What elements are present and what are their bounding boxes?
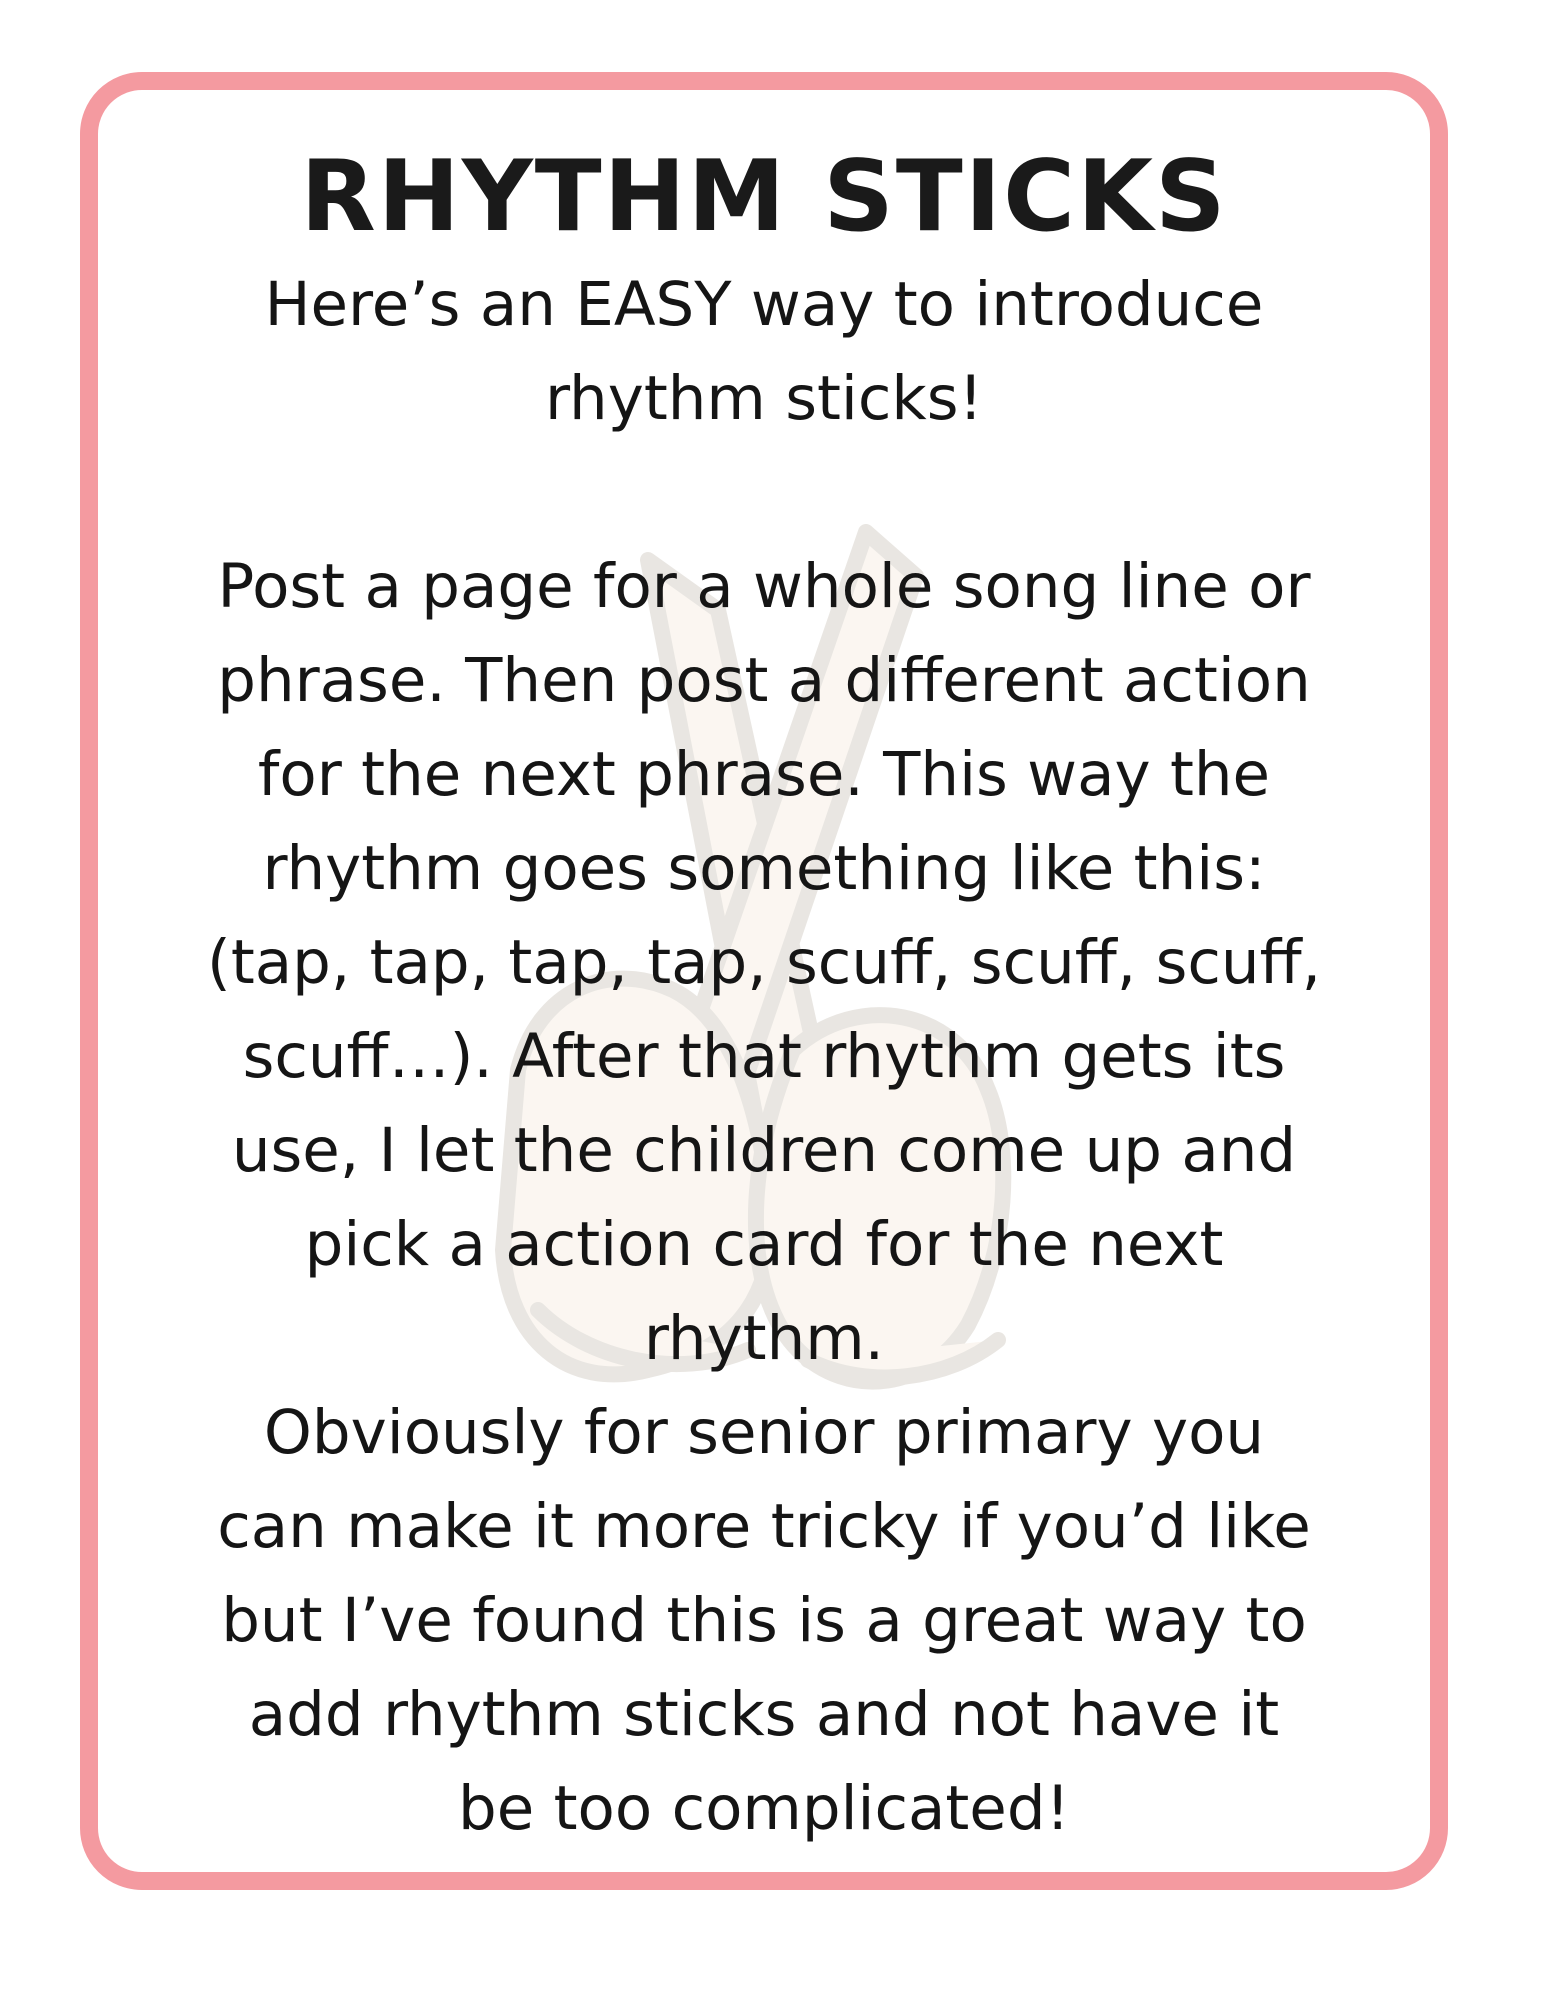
text-line: use, I let the children come up and <box>231 1115 1297 1186</box>
page-title: RHYTHM STICKS <box>300 140 1228 254</box>
text-line: (tap, tap, tap, tap, scuff, scuff, scuff, <box>207 927 1321 998</box>
text-line: add rhythm sticks and not have it <box>248 1679 1280 1750</box>
body-text <box>138 258 1390 1856</box>
text-line: rhythm. <box>643 1303 885 1374</box>
instructions-paragraph <box>138 540 1390 1386</box>
text-line: rhythm sticks! <box>545 363 983 434</box>
text-line: for the next phrase. This way the <box>257 739 1271 810</box>
text-line: can make it more tricky if you’d like <box>217 1491 1311 1562</box>
text-line: be too complicated! <box>457 1773 1071 1844</box>
text-line: scuff…). After that rhythm gets its <box>242 1021 1286 1092</box>
paragraph-spacer <box>138 446 1390 540</box>
closing-paragraph <box>138 1386 1390 1856</box>
text-line: rhythm goes something like this: <box>262 833 1266 904</box>
text-line: Here’s an EASY way to introduce <box>264 269 1264 340</box>
page-card <box>80 72 1448 1890</box>
text-line: Post a page for a whole song line or <box>217 551 1311 622</box>
intro-paragraph <box>138 258 1390 446</box>
text-line: Obviously for senior primary you <box>263 1397 1265 1468</box>
text-line: phrase. Then post a different action <box>217 645 1311 716</box>
text-line: pick a action card for the next <box>304 1209 1224 1280</box>
text-line: but I’ve found this is a great way to <box>221 1585 1307 1656</box>
